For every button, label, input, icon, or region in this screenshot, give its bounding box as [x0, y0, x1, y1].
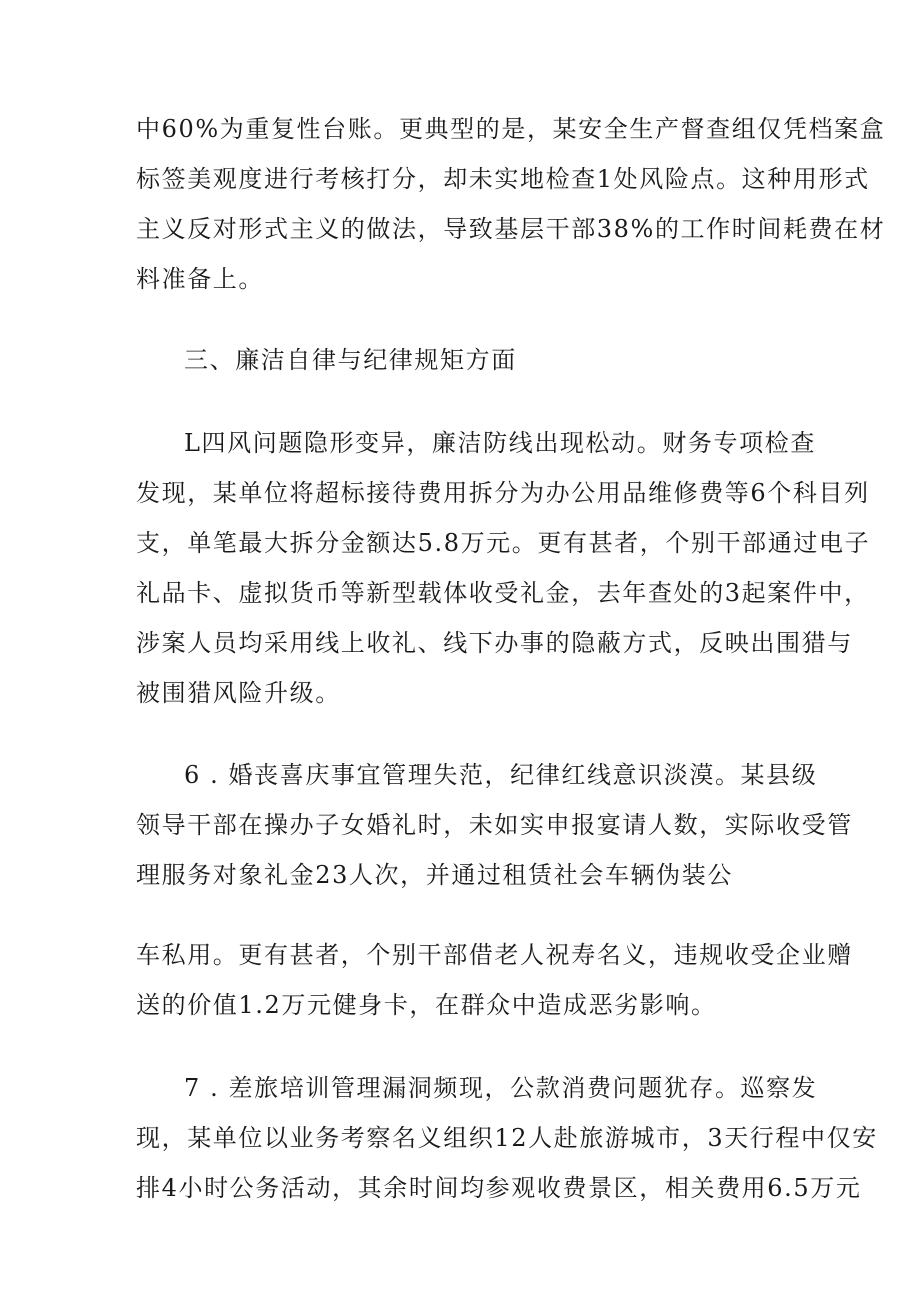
- paragraph-2-line-4: 礼品卡、虚拟货币等新型载体收受礼金，去年查处的3起案件中，: [136, 579, 870, 607]
- paragraph-2-line-3: 支，单笔最大拆分金额达5.8万元。更有甚者，个别干部通过电子: [136, 529, 871, 557]
- paragraph-4-line-2: 送的价值1.2万元健身卡，在群众中造成恶劣影响。: [136, 991, 717, 1019]
- paragraph-2-line-5: 涉案人员均采用线上收礼、线下办事的隐蔽方式，反映出围猎与: [136, 629, 853, 657]
- paragraph-4-line-1: 车私用。更有甚者，个别干部借老人祝寿名义，违规收受企业赠: [136, 941, 853, 969]
- paragraph-2-line-2: 发现，某单位将超标接待费用拆分为办公用品维修费等6个科目列: [136, 479, 870, 507]
- paragraph-3-line-3: 理服务对象礼金23人次，并通过租赁社会车辆伪装公: [136, 861, 733, 889]
- paragraph-2-line-1: L四风问题隐形变异，廉洁防线出现松动。财务专项检查: [184, 429, 816, 457]
- paragraph-5-line-1: 7 . 差旅培训管理漏洞频现，公款消费问题犹存。巡察发: [184, 1074, 818, 1102]
- paragraph-1-line-4: 料准备上。: [136, 265, 264, 293]
- paragraph-1-line-3: 主义反对形式主义的做法，导致基层干部38%的工作时间耗费在材: [136, 215, 886, 243]
- paragraph-2-line-6: 被围猎风险升级。: [136, 679, 341, 707]
- section-heading: 三、廉洁自律与纪律规矩方面: [184, 346, 517, 374]
- paragraph-3-line-1: 6 . 婚丧喜庆事宜管理失范，纪律红线意识淡漠。某县级: [184, 761, 818, 789]
- paragraph-3-line-2: 领导干部在操办子女婚礼时，未如实申报宴请人数，实际收受管: [136, 811, 853, 839]
- paragraph-1-line-2: 标签美观度进行考核打分，却未实地检查1处风险点。这种用形式: [136, 165, 870, 193]
- paragraph-1-line-1: 中60%为重复性台账。更典型的是，某安全生产督查组仅凭档案盒: [136, 115, 886, 143]
- paragraph-5-line-2: 现，某单位以业务考察名义组织12人赴旅游城市，3天行程中仅安: [136, 1124, 878, 1152]
- paragraph-5-line-3: 排4小时公务活动，其余时间均参观收费景区，相关费用6.5万元: [136, 1174, 862, 1202]
